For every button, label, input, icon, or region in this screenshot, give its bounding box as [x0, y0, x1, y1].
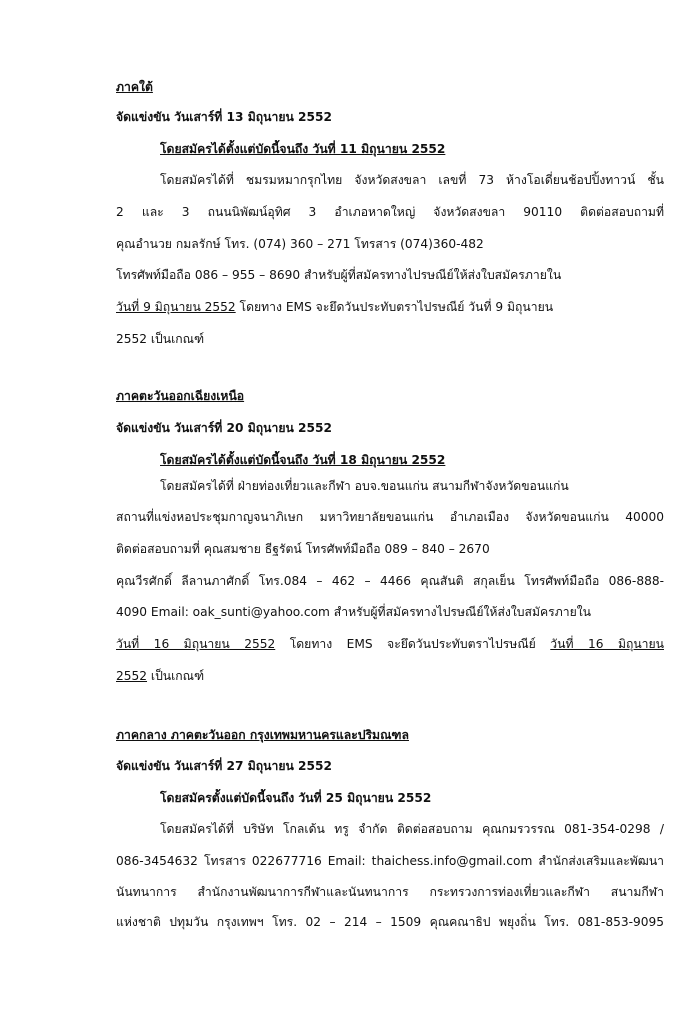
schedule-northeast: จัดแข่งขัน วันเสาร์ที่ 20 มิถุนายน 2552	[116, 421, 332, 435]
text-line: โดยสมัครได้ที่ ฝ่ายท่องเที่ยวและกีฬา อบจ.ขอนแก่น สนามกีฬาจังหวัดขอนแก่น	[160, 479, 569, 493]
text-line: ติดต่อสอบถามที่ คุณสมชาย ธีฐรัตน์ โทรศัพท์มือถือ 089 – 840 – 2670	[116, 542, 490, 556]
deadline-south: โดยสมัครได้ตั้งแต่บัดนี้จนถึง วันที่ 11 มิถุนายน 2552	[160, 142, 446, 156]
closing-northeast	[116, 667, 664, 685]
text-line: นันทนาการ สำนักงานพัฒนาการกีฬาและนันทนาการ กระทรวงการท่องเที่ยวและกีฬา สนามกีฬา	[116, 885, 664, 899]
schedule-central: จัดแข่งขัน วันเสาร์ที่ 27 มิถุนายน 2552	[116, 759, 332, 773]
mail-date2-northeast: วันที่ 16 มิถุนายน	[550, 637, 664, 651]
mail-rest-northeast: โดยทาง EMS จะยึดวันประทับตราไปรษณีย์	[289, 637, 536, 651]
mail-line-northeast	[116, 635, 664, 653]
text-line: คุณอำนวย กมลรักษ์ โทร. (074) 360 – 271 โทรสาร (074)360-482	[116, 237, 484, 251]
section-heading-central: ภาคกลาง ภาคตะวันออก กรุงเทพมหานครและปริมณฑล	[116, 728, 409, 742]
mail-line-south	[116, 298, 664, 316]
text-line: 086-3454632 โทรสาร 022677716 Email: thaichess.info@gmail.com สำนักส่งเสริมและพัฒนา	[116, 854, 664, 868]
text-line: 2 และ 3 ถนนนิพัฒน์อุทิศ 3 อำเภอหาดใหญ่ จังหวัดสงขลา 90110 ติดต่อสอบถามที่	[116, 205, 664, 219]
text-line: คุณวีรศักดิ์ ลีลานภาศักดิ์ โทร.084 – 462 – 4466 คุณสันติ สกุลเย็น โทรศัพท์มือถือ 086-888-	[116, 574, 664, 588]
section-heading-south: ภาคใต้	[116, 80, 153, 94]
text-line: แห่งชาติ ปทุมวัน กรุงเทพฯ โทร. 02 – 214 – 1509 คุณคณาธิป พยุงถิ่น โทร. 081-853-9095	[116, 915, 664, 929]
deadline-central: โดยสมัครตั้งแต่บัดนี้จนถึง วันที่ 25 มิถุนายน 2552	[160, 791, 432, 805]
text-line: โทรศัพท์มือถือ 086 – 955 – 8690 สำหรับผู้ที่สมัครทางไปรษณีย์ให้ส่งใบสมัครภายใน	[116, 268, 562, 282]
mail-date-south: วันที่ 9 มิถุนายน 2552	[116, 300, 236, 314]
text-line: 4090 Email: oak_sunti@yahoo.com สำหรับผู้ที่สมัครทางไปรษณีย์ให้ส่งใบสมัครภายใน	[116, 605, 591, 619]
text-line: สถานที่แข่งหอประชุมกาญจนาภิเษก มหาวิทยาลัยขอนแก่น อำเภอเมือง จังหวัดขอนแก่น 40000	[116, 510, 664, 524]
schedule-south: จัดแข่งขัน วันเสาร์ที่ 13 มิถุนายน 2552	[116, 110, 332, 124]
text-line: โดยสมัครได้ที่ บริษัท โกลเด้น ทรู จำกัด ติดต่อสอบถาม คุณกมรวรรณ 081-354-0298 /	[160, 822, 664, 836]
closing-text-northeast: เป็นเกณฑ์	[150, 669, 205, 683]
deadline-northeast: โดยสมัครได้ตั้งแต่บัดนี้จนถึง วันที่ 18 มิถุนายน 2552	[160, 453, 446, 467]
closing-year-northeast: 2552	[116, 669, 148, 683]
mail-rest-south: โดยทาง EMS จะยึดวันประทับตราไปรษณีย์ วันที่ 9 มิถุนายน	[239, 300, 554, 314]
text-line: โดยสมัครได้ที่ ชมรมหมากรุกไทย จังหวัดสงขลา เลขที่ 73 ห้างโอเดี่ยนช้อปปิ้งทาวน์ ชั้น	[160, 173, 664, 187]
closing-south: 2552 เป็นเกณฑ์	[116, 332, 205, 346]
mail-date-northeast: วันที่ 16 มิถุนายน 2552	[116, 637, 276, 651]
section-heading-northeast: ภาคตะวันออกเฉียงเหนือ	[116, 389, 245, 403]
